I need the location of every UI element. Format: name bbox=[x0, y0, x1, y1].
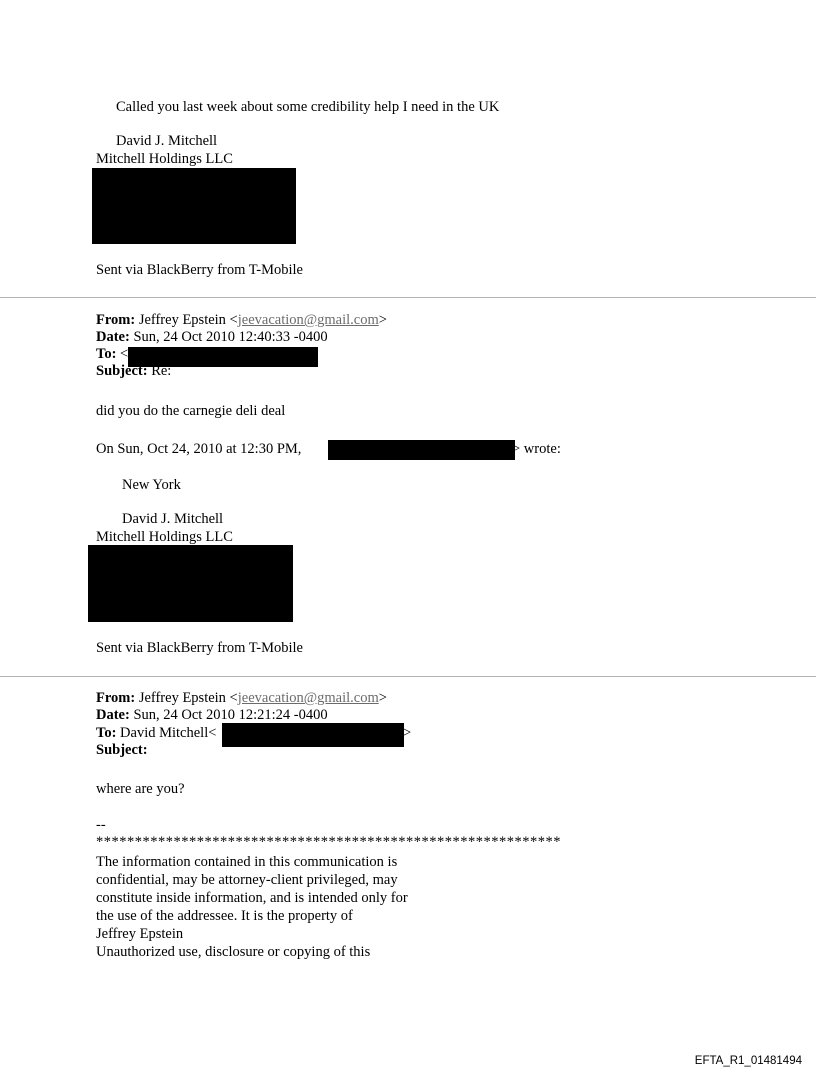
from-name: Jeffrey Epstein < bbox=[138, 312, 238, 328]
msg3-subject-line bbox=[96, 742, 148, 758]
bates-number: EFTA_R1_01481494 bbox=[694, 1055, 802, 1067]
date-value: Sun, 24 Oct 2010 12:21:24 -0400 bbox=[133, 707, 328, 723]
disclaimer-line: the use of the addressee. It is the property of bbox=[96, 908, 353, 924]
subject-value: Re: bbox=[151, 363, 172, 379]
from-email-close: > bbox=[378, 690, 387, 706]
msg3-to-line bbox=[96, 725, 216, 741]
date-label: Date: bbox=[96, 707, 130, 723]
msg3-from-line bbox=[96, 690, 387, 706]
to-label: To: bbox=[96, 346, 117, 362]
to-value: < bbox=[120, 346, 129, 362]
disclaimer-line: Jeffrey Epstein bbox=[96, 926, 184, 942]
from-email-link[interactable]: jeevacation@gmail.com bbox=[237, 312, 379, 328]
msg2-subject-line bbox=[96, 363, 171, 379]
disclaimer-line: Unauthorized use, disclosure or copying of this bbox=[96, 944, 371, 960]
msg3-body: where are you? bbox=[96, 781, 185, 797]
from-email-close: > bbox=[378, 312, 387, 328]
redaction-block bbox=[92, 168, 296, 244]
to-label: To: bbox=[96, 725, 117, 741]
msg1-body: Called you last week about some credibility help I need in the UK bbox=[116, 99, 500, 115]
msg2-date-line bbox=[96, 329, 328, 345]
msg2-to-line bbox=[96, 346, 128, 362]
msg1-sent-via: Sent via BlackBerry from T-Mobile bbox=[96, 262, 303, 278]
disclaimer-stars: ************************************************************ bbox=[96, 834, 561, 850]
redaction-block bbox=[88, 545, 293, 622]
subject-label: Subject: bbox=[96, 742, 148, 758]
msg2-sent-via: Sent via BlackBerry from T-Mobile bbox=[96, 640, 303, 656]
from-name: Jeffrey Epstein < bbox=[138, 690, 238, 706]
disclaimer-line: confidential, may be attorney-client privileged, may bbox=[96, 872, 398, 888]
redaction-block bbox=[222, 723, 404, 747]
message-divider bbox=[0, 676, 816, 677]
msg2-body: did you do the carnegie deli deal bbox=[96, 403, 286, 419]
msg1-signature-name: David J. Mitchell bbox=[116, 133, 218, 149]
date-value: Sun, 24 Oct 2010 12:40:33 -0400 bbox=[133, 329, 328, 345]
msg3-date-line bbox=[96, 707, 328, 723]
msg2-signature-name: David J. Mitchell bbox=[122, 511, 224, 527]
msg2-quote-intro: On Sun, Oct 24, 2010 at 12:30 PM, bbox=[96, 441, 302, 457]
from-label: From: bbox=[96, 312, 136, 328]
subject-label: Subject: bbox=[96, 363, 148, 379]
from-label: From: bbox=[96, 690, 136, 706]
msg2-from-line bbox=[96, 312, 387, 328]
message-divider bbox=[0, 297, 816, 298]
msg2-quoted-body: New York bbox=[122, 477, 181, 493]
msg2-signature-company: Mitchell Holdings LLC bbox=[96, 529, 233, 545]
redaction-block bbox=[328, 440, 515, 460]
from-email-link[interactable]: jeevacation@gmail.com bbox=[237, 690, 379, 706]
disclaimer-line: constitute inside information, and is intended only for bbox=[96, 890, 408, 906]
date-label: Date: bbox=[96, 329, 130, 345]
disclaimer-line: The information contained in this communication is bbox=[96, 854, 398, 870]
to-value: David Mitchell< bbox=[120, 725, 217, 741]
signature-separator: -- bbox=[96, 817, 106, 833]
msg3-to-close: > bbox=[403, 725, 412, 741]
msg2-quote-wrote: > wrote: bbox=[512, 441, 561, 457]
msg1-signature-company: Mitchell Holdings LLC bbox=[96, 151, 233, 167]
